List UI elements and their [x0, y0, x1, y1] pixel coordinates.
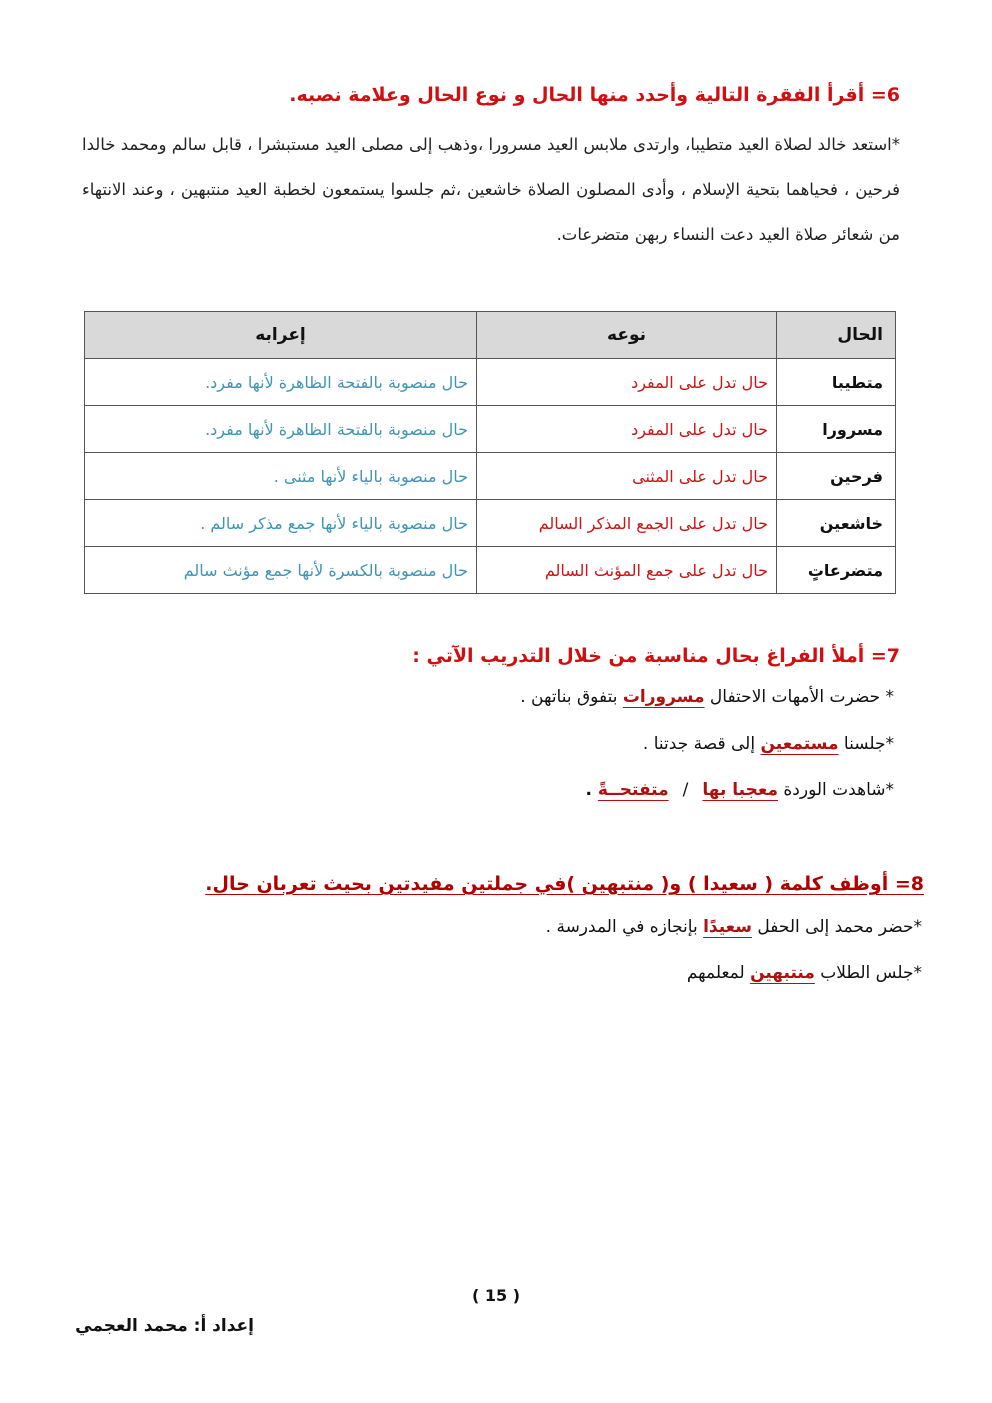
question-7-title: 7= أملأ الفراغ بحال مناسبة من خلال التدريب الآتي : [412, 645, 900, 667]
cell-word: فرحين [777, 453, 896, 500]
cell-kind: حال تدل على الجمع المذكر السالم [477, 500, 777, 547]
q8-sentence-1 [546, 917, 922, 937]
table-row [85, 547, 896, 594]
cell-kind: حال تدل على المفرد [477, 359, 777, 406]
cell-word: متطيبا [777, 359, 896, 406]
q8-s2-before: *جلس الطلاب [814, 963, 922, 983]
q7-s1-after: بتفوق بناتهن . [520, 687, 623, 707]
header-kind: نوعه [477, 312, 777, 359]
question-6-title: 6= أقرأ الفقرة التالية وأحدد منها الحال و نوع الحال وعلامة نصبه. [289, 84, 900, 106]
header-hal: الحال [777, 312, 896, 359]
cell-irab: حال منصوبة بالياء لأنها مثنى . [85, 453, 477, 500]
header-irab: إعرابه [85, 312, 477, 359]
q7-s3-answer-2: متفتحــةً [597, 780, 669, 800]
q7-s3-after: . [585, 780, 598, 800]
table-row [85, 453, 896, 500]
q7-s1-before: * حضرت الأمهات الاحتفال [704, 687, 894, 707]
cell-irab: حال منصوبة بالفتحة الظاهرة لأنها مفرد. [85, 359, 477, 406]
cell-word: خاشعين [777, 500, 896, 547]
q7-s2-before: *جلسنا [838, 734, 894, 754]
cell-word: متضرعاتٍ [777, 547, 896, 594]
author-credit: إعداد أ: محمد العجمي [75, 1316, 254, 1336]
question-6-paragraph: *استعد خالد لصلاة العيد متطيبا، وارتدى ملابس العيد مسرورا ،وذهب إلى مصلى العيد مستبشرا ، قابل سالم ومحمد خالدا فرحين ، فحياهما بتحية الإسلام ، وأدى المصلون الصلاة خاشعين ،ثم جلسوا يستمعون لخطبة العيد منتبهين ، وعند الانتهاء من شعائر صلاة العيد دعت النساء ربهن متضرعات. [82, 135, 900, 244]
cell-irab: حال منصوبة بالياء لأنها جمع مذكر سالم . [85, 500, 477, 547]
q8-s1-answer: سعيدًا [703, 917, 752, 937]
q7-s2-after: إلى قصة جدتنا . [642, 734, 761, 754]
question-8-title: 8= أوظف كلمة ( سعيدا ) و( منتبهين )في جملتين مفيدتين بحيث تعربان حال. [205, 873, 924, 895]
q8-s1-before: *حضر محمد إلى الحفل [752, 917, 922, 937]
table-row [85, 406, 896, 453]
q8-s2-after: لمعلمهم [686, 963, 751, 983]
cell-irab: حال منصوبة بالفتحة الظاهرة لأنها مفرد. [85, 406, 477, 453]
q7-sentence-1 [520, 687, 894, 707]
table-row [85, 359, 896, 406]
q7-s3-answer-1: معجبا بها [702, 780, 778, 800]
q7-sentence-2 [643, 734, 894, 754]
q7-s3-slash: / [682, 780, 689, 800]
cell-kind: حال تدل على المفرد [477, 406, 777, 453]
q7-s2-answer: مستمعين [760, 734, 839, 754]
q7-sentence-3 [585, 780, 894, 800]
cell-kind: حال تدل على جمع المؤنث السالم [477, 547, 777, 594]
cell-word: مسرورا [777, 406, 896, 453]
table-row [85, 500, 896, 547]
q7-s3-before: *شاهدت الوردة [778, 780, 894, 800]
q8-s2-answer: منتبهين [750, 963, 815, 983]
hal-analysis-table [84, 311, 896, 594]
table-header-row [85, 312, 896, 359]
cell-kind: حال تدل على المثنى [477, 453, 777, 500]
cell-irab: حال منصوبة بالكسرة لأنها جمع مؤنث سالم [85, 547, 477, 594]
q8-sentence-2 [687, 963, 922, 983]
q7-s1-answer: مسرورات [622, 687, 705, 707]
q8-s1-after: بإنجازه في المدرسة . [545, 917, 704, 937]
page-number: ( 15 ) [471, 1286, 521, 1305]
